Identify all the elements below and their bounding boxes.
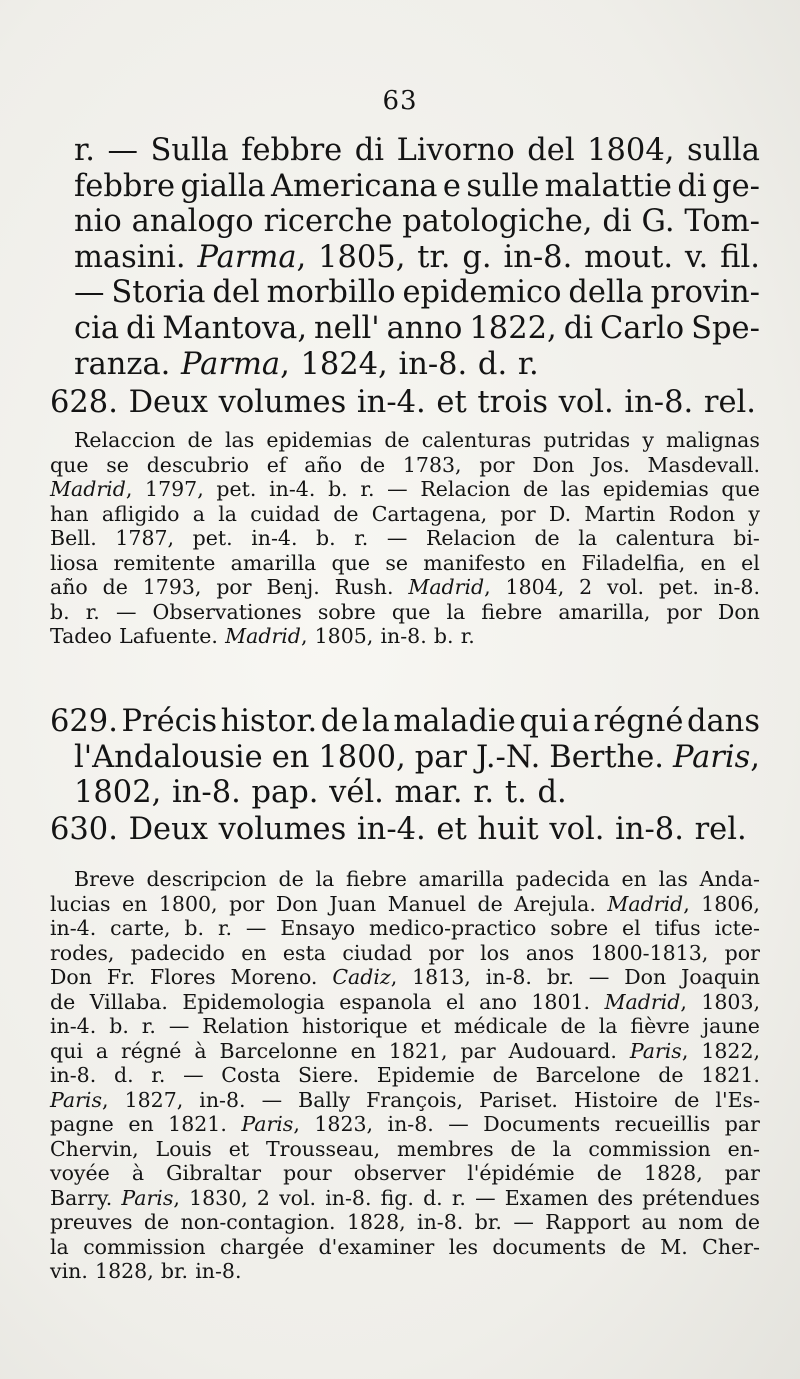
- text-line: cia di Mantova, nell' anno 1822, di Carlo Spe-: [74, 310, 760, 346]
- text-line: r. — Sulla febbre di Livorno del 1804, sulla: [74, 133, 760, 168]
- text-line: febbre gialla Americana e sulle malattie di ge-: [74, 168, 760, 204]
- text-line: 630. Deux volumes in-4. et huit vol. in-8. rel.: [50, 812, 747, 847]
- text-line: 1802, in-8. pap. vél. mar. r. t. d.: [74, 775, 567, 811]
- text-line: año de 1793, por Benj. Rush. Madrid, 1804, 2 vol. pet. in-8.: [50, 575, 760, 599]
- text-line: 628. Deux volumes in-4. et trois vol. in-8. rel.: [50, 385, 756, 420]
- text-line: preuves de non-contagion. 1828, in-8. br. — Rapport au nom de: [50, 1210, 760, 1234]
- entry-s630: [50, 867, 760, 1284]
- text-line: Bell. 1787, pet. in-4. b. r. — Relacion de la calentura bi-: [50, 526, 760, 550]
- text-line: de Villaba. Epidemologia espanola el ano 1801. Madrid, 1803,: [50, 989, 760, 1014]
- text-line: liosa remitente amarilla que se manifesto en Filadelfia, en el: [50, 550, 760, 575]
- text-line: Don Fr. Flores Moreno. Cadiz, 1813, in-8. br. — Don Joaquin: [50, 965, 760, 989]
- text-line: in-4. carte, b. r. — Ensayo medico-practico sobre el tifus icte-: [50, 916, 760, 940]
- entry-e629: [50, 704, 760, 811]
- page-number: 63: [382, 86, 418, 116]
- text-line: rodes, padecido en esta ciudad por los anos 1800-1813, por: [50, 940, 760, 965]
- text-line: qui a régné à Barcelonne en 1821, par Audouard. Paris, 1822,: [50, 1038, 760, 1063]
- text-line: Paris, 1827, in-8. — Bally François, Pariset. Histoire de l'Es-: [50, 1087, 760, 1112]
- text-line: Barry. Paris, 1830, 2 vol. in-8. fig. d. r. — Examen des prétendues: [50, 1185, 760, 1210]
- text-line: que se descubrio ef año de 1783, por Don Jos. Masdevall.: [50, 452, 760, 477]
- text-line: vin. 1828, br. in-8.: [50, 1259, 242, 1283]
- text-line: in-4. b. r. — Relation historique et médicale de la fièvre jaune: [50, 1014, 760, 1038]
- entry-e630: [50, 812, 760, 848]
- text-line: masini. Parma, 1805, tr. g. in-8. mout. v. fil.: [74, 239, 760, 275]
- text-line: pagne en 1821. Paris, 1823, in-8. — Documents recueillis par: [50, 1112, 760, 1136]
- text-line: 629. Précis histor. de la maladie qui a régné dans: [50, 704, 760, 739]
- text-line: Relaccion de las epidemias de calenturas putridas y malignas: [74, 428, 760, 452]
- text-line: in-8. d. r. — Costa Siere. Epidemie de Barcelone de 1821.: [50, 1063, 760, 1087]
- entry-e628: [50, 385, 760, 421]
- text-line: Chervin, Louis et Trousseau, membres de la commission en-: [50, 1136, 760, 1161]
- text-line: Madrid, 1797, pet. in-4. b. r. — Relacion de las epidemias que: [50, 477, 760, 501]
- entry-e1: [50, 133, 760, 382]
- text-line: l'Andalousie en 1800, par J.-N. Berthe. Paris,: [74, 739, 760, 775]
- text-line: lucias en 1800, por Don Juan Manuel de Arejula. Madrid, 1806,: [50, 891, 760, 916]
- text-line: nio analogo ricerche patologiche, di G. Tom-: [74, 204, 760, 240]
- entry-s628: [50, 428, 760, 649]
- text-line: ranza. Parma, 1824, in-8. d. r.: [74, 346, 539, 382]
- text-line: voyée à Gibraltar pour observer l'épidémie de 1828, par: [50, 1161, 760, 1185]
- text-line: b. r. — Observationes sobre que la fiebre amarilla, por Don: [50, 599, 760, 624]
- text-line: han afligido a la cuidad de Cartagena, por D. Martin Rodon y: [50, 501, 760, 526]
- text-line: la commission chargée d'examiner les documents de M. Cher-: [50, 1234, 760, 1259]
- text-line: Tadeo Lafuente. Madrid, 1805, in-8. b. r.: [50, 624, 475, 648]
- text-line: Breve descripcion de la fiebre amarilla padecida en las Anda-: [74, 867, 760, 891]
- text-line: — Storia del morbillo epidemico della provin-: [74, 275, 760, 311]
